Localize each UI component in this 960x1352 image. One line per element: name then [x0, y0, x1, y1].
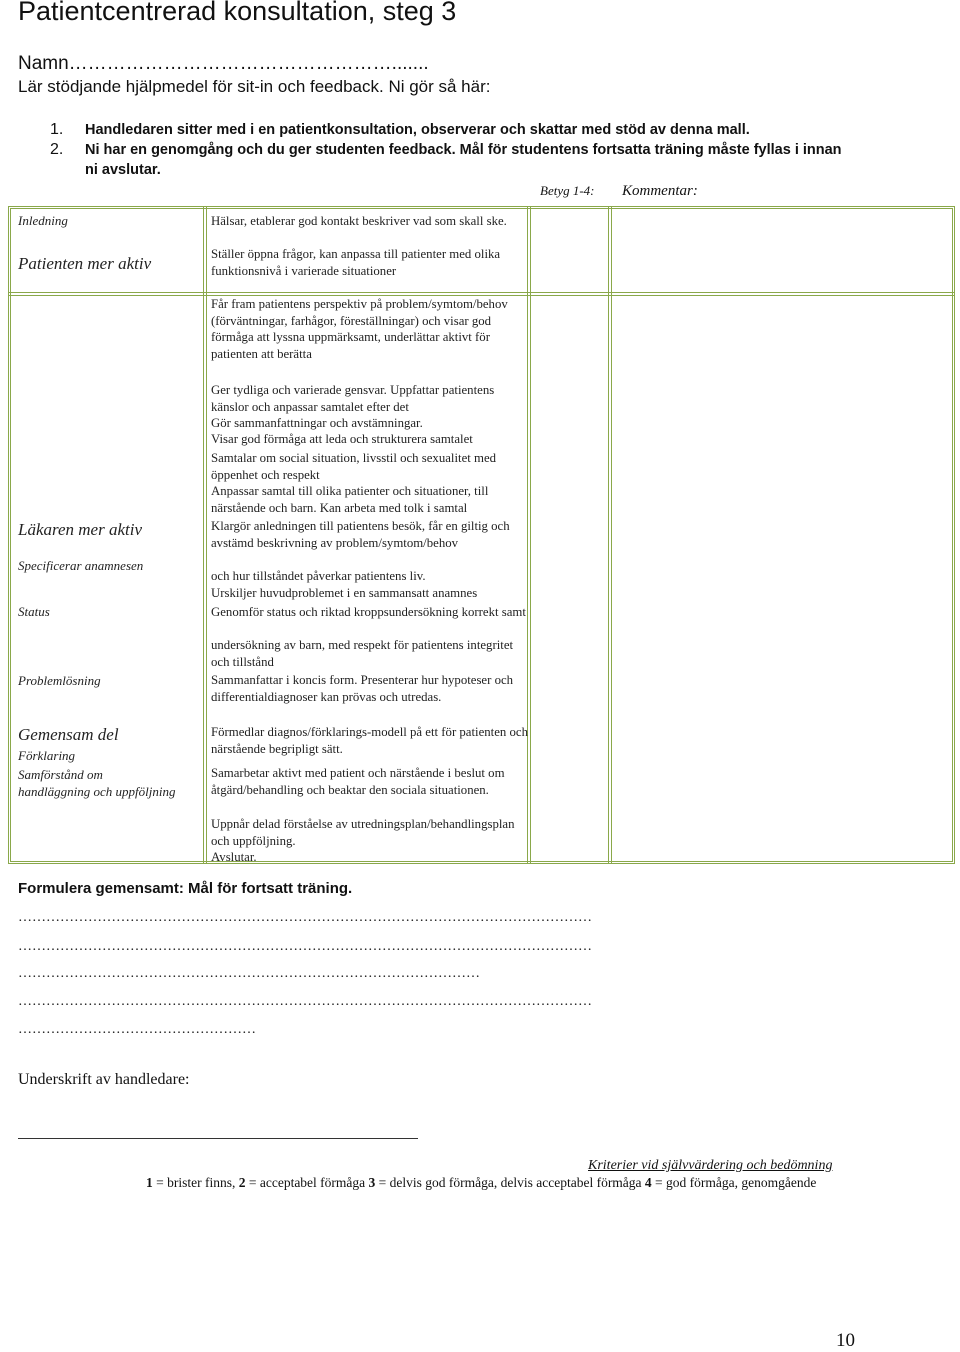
criterion-text: Sammanfattar i koncis form. Presenterar hur hypoteser och differentialdiagnoser kan prövas och utredas. — [211, 673, 514, 704]
criterion-text: Visar god förmåga att leda och strukturera samtalet — [211, 432, 473, 446]
goal-line[interactable]: …………………………………………………………………………………………………………… — [18, 994, 592, 1009]
step-item — [50, 140, 850, 180]
criterion-text: och hur tillståndet påverkar patientens liv. — [211, 569, 426, 583]
criterion-text: Avslutar. — [211, 850, 257, 864]
step-item — [50, 120, 850, 140]
criterion-text: Uppnår delad förståelse av utredningsplan/behandlingsplan och uppföljning. — [211, 817, 515, 848]
step-text: Ni har en genomgång och du ger studenten feedback. Mål för studentens fortsatta träning måste fyllas i innan ni avslutar. — [85, 142, 842, 178]
scale-text: = delvis god förmåga, delvis acceptabel förmåga — [375, 1175, 645, 1190]
label-gemensam-del: Gemensam del — [18, 725, 119, 744]
goal-line[interactable]: …………………………………………… — [18, 1022, 256, 1037]
criterion-text: Gör sammanfattningar och avstämningar. — [211, 416, 423, 430]
label-status: Status — [18, 604, 50, 619]
goal-line[interactable]: ……………………………………………………………………………………… — [18, 966, 480, 981]
scale-text: = brister finns, — [152, 1175, 239, 1190]
page-title: Patientcentrerad konsultation, steg 3 — [18, 0, 457, 26]
scale-text: = god förmåga, genomgående — [651, 1175, 817, 1190]
label-patienten-aktiv: Patienten mer aktiv — [18, 254, 152, 273]
label-samforstand: Samförstånd om handläggning och uppföljning — [18, 767, 176, 799]
step-number: 1. — [50, 121, 64, 138]
signature-label: Underskrift av handledare: — [18, 1071, 190, 1088]
label-inledning: Inledning — [18, 213, 68, 228]
intro-text: Lär stödjande hjälpmedel för sit-in och feedback. Ni gör så här: — [18, 77, 491, 96]
criterion-text: Förmedlar diagnos/förklarings-modell på ett för patienten och närstående begripligt sätt. — [211, 725, 528, 756]
step-number: 2. — [50, 141, 64, 158]
criterion-text: undersökning av barn, med respekt för patientens integritet och tillstånd — [211, 638, 514, 669]
instruction-steps — [50, 120, 850, 180]
signature-line[interactable] — [18, 1138, 418, 1139]
criterion-text: Hälsar, etablerar god kontakt beskriver vad som skall ske. — [211, 214, 507, 228]
criterion-text: Får fram patientens perspektiv på problem/symtom/behov (förväntningar, farhågor, föreställningar) och visar god förmåga att lyssna uppmärksamt, underlättar aktivt för patienten att berätta — [211, 297, 508, 361]
criterion-text: Ställer öppna frågor, kan anpassa till patienter med olika funktionsnivå i varierade situationer — [211, 247, 501, 278]
scale-value: 2 — [238, 1175, 246, 1190]
assessment-table — [8, 206, 955, 864]
page-number: 10 — [836, 1330, 855, 1351]
criterion-text: Urskiljer huvudproblemet i en sammansatt anamnes — [211, 586, 478, 600]
criterion-text: Klargör anledningen till patientens besök, får en giltig och avstämd beskrivning av problem/symtom/behov — [211, 519, 510, 550]
comment-header: Kommentar: — [622, 183, 698, 199]
scale-text: = acceptabel förmåga — [245, 1175, 369, 1190]
label-problemlosning: Problemlösning — [18, 673, 101, 688]
goal-line[interactable]: …………………………………………………………………………………………………………… — [18, 939, 592, 954]
label-forklaring: Förklaring — [18, 748, 76, 763]
scale-value: 1 — [146, 1175, 153, 1190]
scale-value: 3 — [368, 1175, 376, 1190]
criterion-text: Ger tydliga och varierade gensvar. Uppfattar patientens känslor och anpassar samtalet efter det — [211, 383, 495, 414]
name-line: Namn……………………………………………....... — [18, 53, 429, 74]
criterion-text: Genomför status och riktad kroppsundersökning korrekt samt — [211, 605, 526, 619]
criterion-text: Anpassar samtal till olika patienter och situationer, till närstående och barn. Kan arbeta med tolk i samtal — [211, 484, 489, 515]
step-text: Handledaren sitter med i en patientkonsultation, observerar och skattar med stöd av denna mall. — [85, 122, 750, 138]
label-specificerar: Specificerar anamnesen — [18, 558, 144, 573]
grade-header: Betyg 1-4: — [540, 183, 595, 198]
goal-heading: Formulera gemensamt: Mål för fortsatt träning. — [18, 880, 353, 897]
criteria-heading: Kriterier vid självvärdering och bedömning — [588, 1158, 833, 1173]
scale-value: 4 — [644, 1175, 652, 1190]
label-lakaren-aktiv: Läkaren mer aktiv — [18, 520, 143, 539]
grading-scale — [146, 1175, 816, 1191]
criterion-text: Samtalar om social situation, livsstil och sexualitet med öppenhet och respekt — [211, 451, 497, 482]
goal-line[interactable]: …………………………………………………………………………………………………………… — [18, 910, 592, 925]
criterion-text: Samarbetar aktivt med patient och närstående i beslut om åtgärd/behandling och beaktar den sociala situationen. — [211, 766, 505, 797]
